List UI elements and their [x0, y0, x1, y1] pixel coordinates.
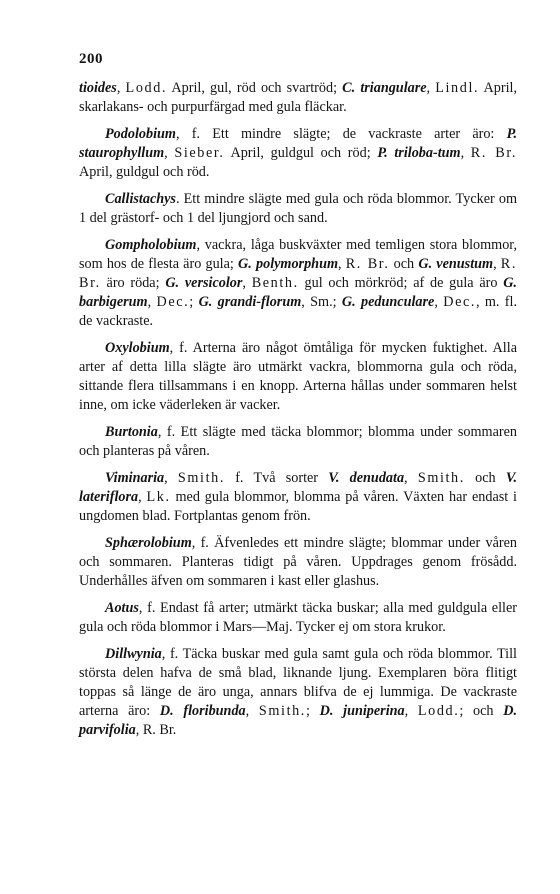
species-name: Gompholobium — [105, 237, 197, 253]
text-run: , — [460, 145, 471, 161]
species-name: V. lateriflora — [79, 470, 518, 505]
text-run: , f. Arterna äro något ömtåliga för mycken fuktighet. Alla arter af detta lilla slägte äro utmärkt vackra, blommorna gula och röda, sittande flera tillsammans i en knopp. Arterna hållas under sommaren helst inne, om icke väderleken är vacker. — [79, 340, 517, 413]
author-abbrev: R. Br. — [470, 145, 518, 161]
species-name: G. versicolor — [165, 275, 243, 291]
text-run: , — [164, 470, 178, 486]
text-run: , f. Äfvenledes ett mindre slägte; blommar under våren och sommaren. Planteras tidigt på våren. Uppdrages genom frösådd. Underhålles äfven om sommaren i kast eller glashus. — [79, 535, 517, 589]
document-page — [79, 50, 517, 748]
text-run: , f. Ett mindre slägte; de vackraste arter äro: — [175, 126, 507, 142]
author-abbrev: R. Br. — [79, 256, 518, 291]
text-run: , R. Br. — [135, 722, 177, 738]
author-abbrev: Benth. — [251, 275, 299, 291]
text-run: , — [245, 703, 259, 719]
text-run: , f. Täcka buskar med gula samt gula och röda blommor. Till största delen hafva de små blad, liknande ljung. Exemplaren böra flitigt toppas så länge de äro unga, annars blifva de ej lummiga. De vackraste arterna äro: — [79, 646, 517, 719]
paragraph-p6 — [79, 469, 517, 526]
text-run: April, guldgul och röd; — [224, 145, 378, 161]
text-run: och — [464, 470, 506, 486]
author-abbrev: Dec. — [156, 294, 190, 310]
author-abbrev: R. Br. — [345, 256, 390, 272]
paragraph-p4 — [79, 339, 517, 415]
paragraph-p7 — [79, 534, 517, 591]
author-abbrev: Lk. — [146, 489, 171, 505]
text-run: , — [242, 275, 252, 291]
species-name: G. venustum — [418, 256, 494, 272]
paragraph-p5 — [79, 423, 517, 461]
text-run: , — [338, 256, 346, 272]
text-run: April, skarlakans- och purpurfärgad med gula fläckar. — [79, 80, 517, 115]
species-name: Podolobium — [105, 126, 176, 142]
author-abbrev: Sieber. — [174, 145, 225, 161]
text-run: April, guldgul och röd. — [79, 164, 210, 180]
paragraph-p3 — [79, 236, 517, 331]
body-text — [79, 79, 517, 740]
paragraph-p9 — [79, 645, 517, 740]
text-run: ; — [305, 703, 320, 719]
species-name: D. parvifolia — [79, 703, 518, 738]
text-run: och — [389, 256, 419, 272]
text-run: , Sm.; — [301, 294, 342, 310]
species-name: D. floribunda — [159, 703, 246, 719]
paragraph-p8 — [79, 599, 517, 637]
species-name: G. grandi-florum — [198, 294, 302, 310]
text-run: , — [493, 256, 501, 272]
text-run: ; — [189, 294, 199, 310]
paragraph-p1 — [79, 125, 517, 182]
text-run: , — [116, 80, 126, 96]
text-run: , — [426, 80, 436, 96]
author-abbrev: Dec. — [443, 294, 477, 310]
species-name: P. triloba-tum — [377, 145, 461, 161]
species-name: Burtonia — [105, 424, 158, 440]
author-abbrev: Smith. — [258, 703, 306, 719]
species-name: D. juniperina — [319, 703, 405, 719]
text-run: f. Två sorter — [224, 470, 329, 486]
species-name: V. denudata — [328, 470, 405, 486]
species-name: tioides — [79, 80, 117, 96]
species-name: G. barbigerum — [79, 275, 517, 310]
species-name: Viminaria — [105, 470, 165, 486]
text-run: med gula blommor, blomma på våren. Växten har endast i ungdomen blad. Fortplantas genom frön. — [79, 489, 517, 524]
paragraph-p0 — [79, 79, 517, 117]
text-run: , — [404, 470, 418, 486]
species-name: G. polymorphum — [238, 256, 338, 272]
paragraph-p2 — [79, 190, 517, 228]
text-run: , vackra, låga buskväxter med temligen stora blommor, som hos de flesta äro gula; — [79, 237, 517, 272]
text-run: ; och — [459, 703, 504, 719]
author-abbrev: Lodd. — [125, 80, 168, 96]
author-abbrev: Lindl. — [435, 80, 480, 96]
author-abbrev: Lodd. — [417, 703, 460, 719]
text-run: äro röda; — [100, 275, 166, 291]
species-name: Oxylobium — [105, 340, 170, 356]
species-name: Sphærolobium — [105, 535, 192, 551]
text-run: , — [404, 703, 418, 719]
species-name: C. triangulare — [342, 80, 427, 96]
author-abbrev: Smith. — [417, 470, 465, 486]
species-name: Aotus — [105, 600, 139, 616]
text-run: , — [138, 489, 147, 505]
text-run: , — [147, 294, 157, 310]
text-run: . Ett mindre slägte med gula och röda blommor. Tycker om 1 del grästorf- och 1 del ljungjord och sand. — [79, 191, 517, 226]
text-run: , — [434, 294, 444, 310]
species-name: Callistachys — [105, 191, 176, 207]
text-run: , f. Ett slägte med täcka blommor; blomma under sommaren och planteras på våren. — [79, 424, 517, 459]
text-run: April, gul, röd och svartröd; — [167, 80, 343, 96]
page-number: 200 — [79, 51, 103, 67]
author-abbrev: Smith. — [177, 470, 225, 486]
text-run: , f. Endast få arter; utmärkt täcka buskar; alla med guldgula eller gula och röda blommor i Mars—Maj. Tycker ej om stora krukor. — [79, 600, 517, 635]
species-name: P. staurophyllum — [79, 126, 517, 161]
species-name: G. pedunculare — [341, 294, 435, 310]
species-name: Dillwynia — [105, 646, 162, 662]
text-run: gul och mörkröd; af de gula äro — [298, 275, 504, 291]
text-run: , m. fl. de vackraste. — [79, 294, 518, 329]
text-run: , — [164, 145, 175, 161]
